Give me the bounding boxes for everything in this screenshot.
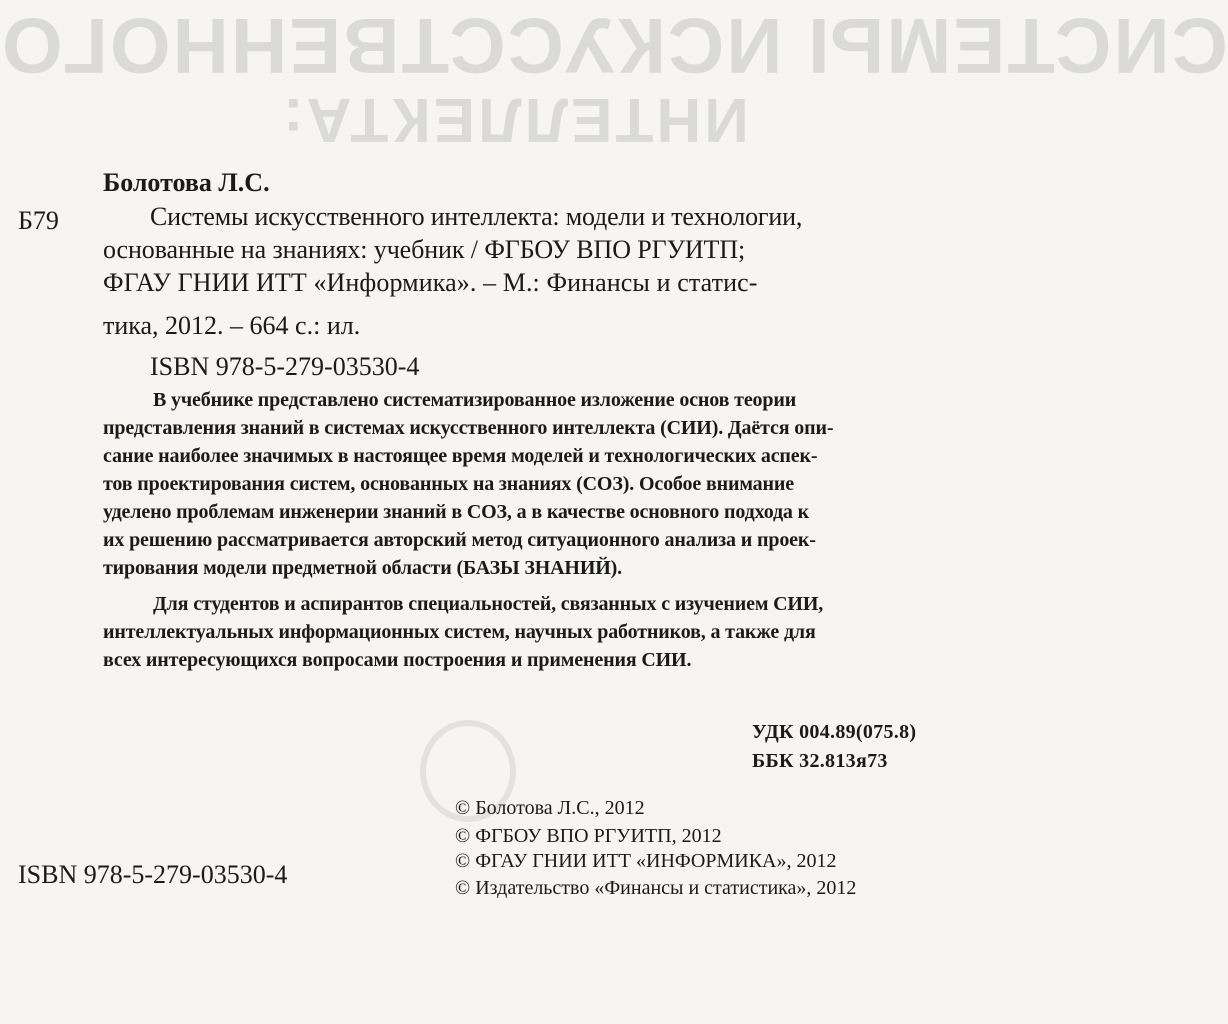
author-name: Болотова Л.С. [103,168,270,197]
annotation-line: Для студентов и аспирантов специальностей, связанных с изучением СИИ, [153,593,824,615]
annotation-line: В учебнике представлено систематизированное изложение основ теории [153,389,797,411]
annotation-line: всех интересующихся вопросами построения и применения СИИ. [103,649,692,671]
title-line: ФГАУ ГНИИ ИТТ «Информика». – М.: Финансы и статис- [103,268,758,297]
copyright-line: © Болотова Л.С., 2012 [455,797,645,819]
isbn-main: ISBN 978-5-279-03530-4 [150,352,420,381]
show-through-text-1: СИСТЕМЫ ИСКУССТВЕННОГО [0,2,1228,90]
copyright-line: © ФГБОУ ВПО РГУИТП, 2012 [455,825,722,847]
title-line: основанные на знаниях: учебник / ФГБОУ ВПО РГУИТП; [103,235,746,264]
show-through-text-2: ИНТЕЛЛЕКТА: [280,85,749,154]
annotation-line: тов проектирования систем, основанных на знаниях (СОЗ). Особое внимание [103,473,795,495]
title-line: Системы искусственного интеллекта: модели и технологии, [150,202,803,231]
annotation-line: уделено проблемам инженерии знаний в СОЗ, а в качестве основного подхода к [103,501,810,523]
classification-code: Б79 [18,206,59,235]
annotation-line: представления знаний в системах искусственного интеллекта (СИИ). Даётся опи- [103,417,834,439]
udk-code: УДК 004.89(075.8) [752,721,917,743]
annotation-line: их решению рассматривается авторский метод ситуационного анализа и проек- [103,529,816,551]
annotation-line: интеллектуальных информационных систем, научных работников, а также для [103,621,816,643]
isbn-bottom: ISBN 978-5-279-03530-4 [18,860,288,889]
bbk-code: ББК 32.813я73 [752,750,888,772]
copyright-line: © Издательство «Финансы и статистика», 2012 [455,877,857,899]
copyright-line: © ФГАУ ГНИИ ИТТ «ИНФОРМИКА», 2012 [455,850,837,872]
annotation-line: сание наиболее значимых в настоящее время моделей и технологических аспек- [103,445,818,467]
annotation-line: тирования модели предметной области (БАЗЫ ЗНАНИЙ). [103,557,623,579]
title-line: тика, 2012. – 664 с.: ил. [103,311,361,340]
